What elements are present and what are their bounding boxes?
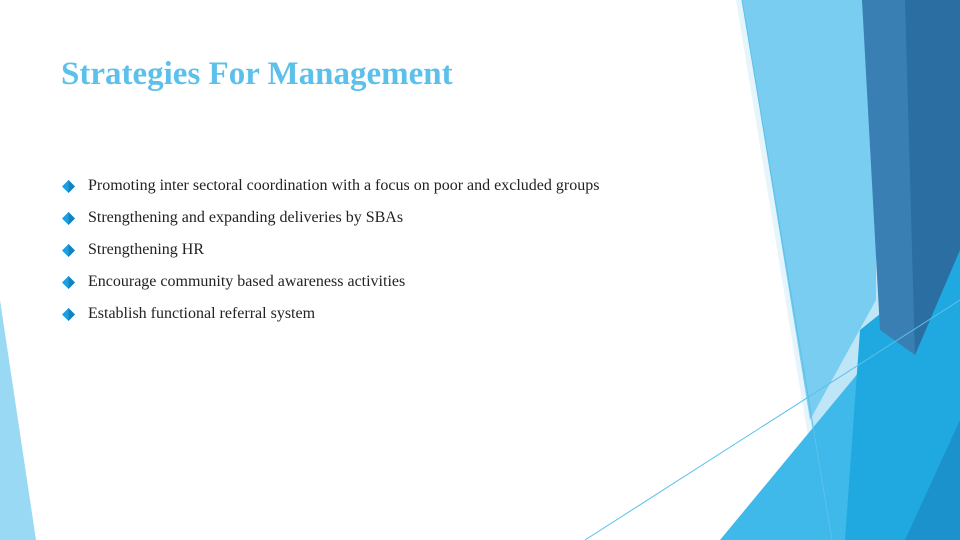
bullet-item xyxy=(62,298,599,330)
bullet-list xyxy=(62,170,599,330)
bullet-text: Establish functional referral system xyxy=(88,305,316,322)
left-edge-triangle xyxy=(0,300,36,540)
diamond-bullet-icon xyxy=(62,180,75,193)
diamond-bullet-icon xyxy=(62,308,75,321)
diamond-bullet-icon xyxy=(62,212,75,225)
bullet-item xyxy=(62,202,599,234)
diamond-bullet-icon xyxy=(62,244,75,257)
bullet-item xyxy=(62,170,599,202)
bullet-text: Encourage community based awareness activities xyxy=(88,273,406,290)
diamond-bullet-icon xyxy=(62,276,75,289)
bullet-item xyxy=(62,234,599,266)
bullet-text: Strengthening and expanding deliveries by SBAs xyxy=(88,209,404,226)
bullet-item xyxy=(62,266,599,298)
slide-title: Strategies For Management xyxy=(61,56,453,92)
bullet-text: Promoting inter sectoral coordination with a focus on poor and excluded groups xyxy=(88,177,600,194)
bullet-text: Strengthening HR xyxy=(88,241,204,258)
